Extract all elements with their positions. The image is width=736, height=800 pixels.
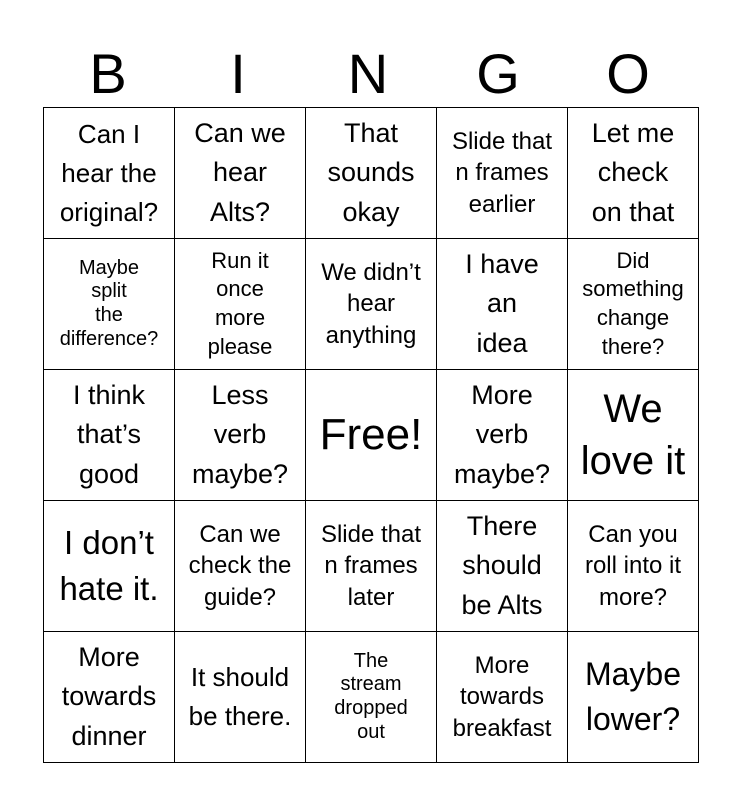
cell-text: I don’t hate it. xyxy=(59,523,159,607)
cell-text: I have an idea xyxy=(465,249,539,358)
free-space-cell[interactable] xyxy=(306,370,437,501)
bingo-cell[interactable] xyxy=(437,632,568,763)
bingo-cell[interactable] xyxy=(175,239,306,370)
cell-text: Maybe split the difference? xyxy=(59,256,159,350)
cell-text: More verb maybe? xyxy=(453,380,551,489)
cell-text: Maybe lower? xyxy=(584,656,682,737)
cell-text: Can I hear the original? xyxy=(59,118,159,227)
bingo-cell[interactable] xyxy=(175,108,306,239)
cell-text: We love it xyxy=(580,387,686,483)
header-letter-g: G xyxy=(476,42,520,105)
free-space-text: Free! xyxy=(319,410,423,460)
cell-text: More towards dinner xyxy=(61,642,157,751)
cell-text: It should be there. xyxy=(188,662,292,731)
cell-text: More towards breakfast xyxy=(452,652,552,742)
bingo-cell[interactable] xyxy=(44,108,175,239)
cell-text: Run it once more please xyxy=(207,247,273,359)
bingo-cell[interactable] xyxy=(175,370,306,501)
bingo-cell[interactable] xyxy=(437,239,568,370)
bingo-cell[interactable] xyxy=(568,108,699,239)
bingo-cell[interactable] xyxy=(306,108,437,239)
cell-text: There should be Alts xyxy=(461,511,543,620)
bingo-cell[interactable] xyxy=(568,501,699,632)
bingo-cell[interactable] xyxy=(437,108,568,239)
bingo-cell[interactable] xyxy=(175,632,306,763)
cell-text: Let me check on that xyxy=(591,118,675,227)
cell-text: I think that’s good xyxy=(72,380,146,489)
grid-row xyxy=(44,501,699,632)
cell-text: Can you roll into it more? xyxy=(584,521,682,611)
bingo-cell[interactable] xyxy=(306,632,437,763)
bingo-cell[interactable] xyxy=(437,370,568,501)
cell-text: That sounds okay xyxy=(327,118,415,227)
bingo-grid xyxy=(43,107,699,763)
bingo-cell[interactable] xyxy=(306,239,437,370)
bingo-cell[interactable] xyxy=(568,632,699,763)
bingo-cell[interactable] xyxy=(44,239,175,370)
bingo-cell[interactable] xyxy=(568,239,699,370)
bingo-cell[interactable] xyxy=(44,501,175,632)
bingo-cell[interactable] xyxy=(44,632,175,763)
grid-row xyxy=(44,239,699,370)
grid-row xyxy=(44,632,699,763)
grid-row xyxy=(44,370,699,501)
cell-text: Can we check the guide? xyxy=(188,521,292,611)
bingo-header xyxy=(43,40,693,108)
cell-text: The stream dropped out xyxy=(334,649,408,743)
cell-text: We didn’t hear anything xyxy=(321,259,421,349)
header-letter-b: B xyxy=(89,42,127,105)
bingo-cell[interactable] xyxy=(437,501,568,632)
bingo-cell[interactable] xyxy=(175,501,306,632)
bingo-cell[interactable] xyxy=(568,370,699,501)
grid-row xyxy=(44,108,699,239)
cell-text: Slide that n frames earlier xyxy=(451,128,553,218)
cell-text: Slide that n frames later xyxy=(320,521,422,611)
header-letter-o: O xyxy=(606,42,650,105)
header-letter-i: I xyxy=(230,42,246,105)
bingo-cell[interactable] xyxy=(44,370,175,501)
cell-text: Did something change there? xyxy=(582,247,684,359)
header-letter-n: N xyxy=(347,42,389,105)
cell-text: Can we hear Alts? xyxy=(194,118,286,227)
cell-text: Less verb maybe? xyxy=(191,380,289,489)
bingo-cell[interactable] xyxy=(306,501,437,632)
